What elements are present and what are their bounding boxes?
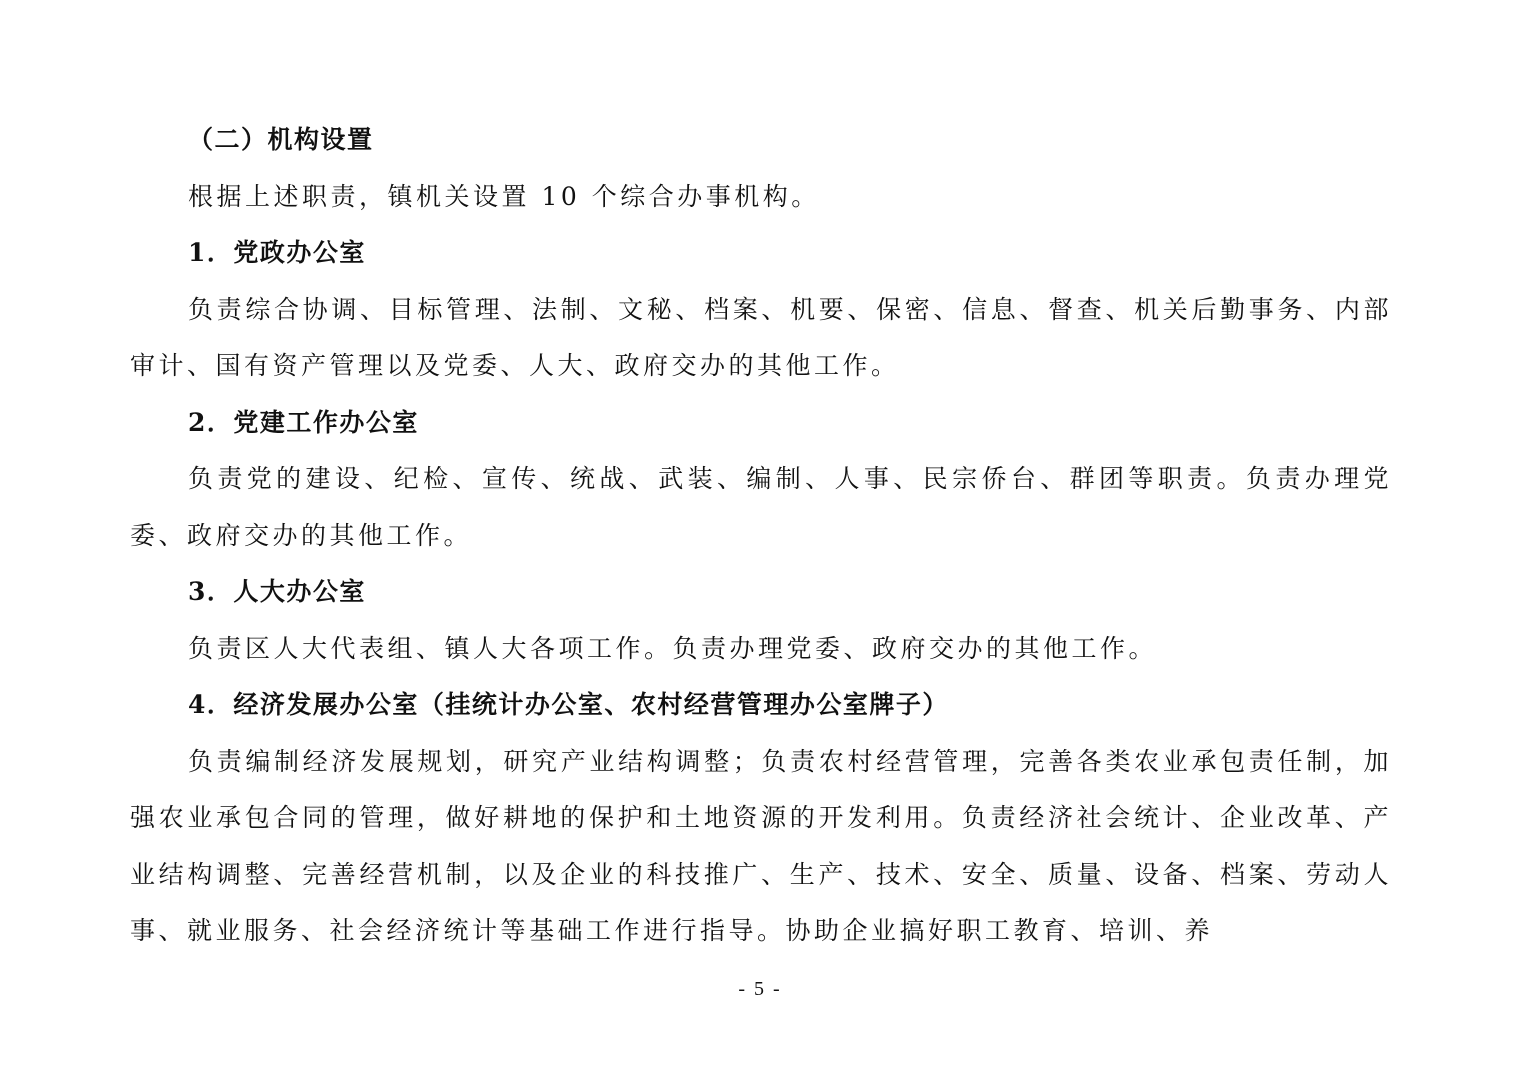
office-2-title: 2．党建工作办公室 bbox=[188, 407, 419, 437]
office-3-body: 负责区人大代表组、镇人大各项工作。负责办理党委、政府交办的其他工作。 bbox=[188, 633, 1158, 663]
office-4-body: 负责编制经济发展规划，研究产业结构调整；负责农村经营管理，完善各类农业承包责任制，加强农业承包合同的管理，做好耕地的保护和土地资源的开发利用。负责经济社会统计、企业改革、产业结构调整、完善经营机制，以及企业的科技推广、生产、技术、安全、质量、设备、档案、劳动人事、就业服务、社会经济统计等基础工作进行指导。协助企业搞好职工教育、培训、养 bbox=[130, 746, 1392, 945]
section-heading: （二）机构设置 bbox=[188, 125, 374, 154]
office-4-title: 4．经济发展办公室（挂统计办公室、农村经营管理办公室牌子） bbox=[188, 690, 949, 719]
page-number: - 5 - bbox=[738, 978, 782, 1000]
office-1-body: 负责综合协调、目标管理、法制、文秘、档案、机要、保密、信息、督查、机关后勤事务、内部审计、国有资产管理以及党委、人大、政府交办的其他工作。 bbox=[130, 294, 1392, 380]
office-1-title: 1．党政办公室 bbox=[188, 238, 366, 267]
office-2-body: 负责党的建设、纪检、宣传、统战、武装、编制、人事、民宗侨台、群团等职责。负责办理党委、政府交办的其他工作。 bbox=[130, 464, 1392, 550]
document-body bbox=[130, 112, 1392, 960]
intro-paragraph: 根据上述职责，镇机关设置 10 个综合办事机构。 bbox=[188, 181, 820, 211]
office-3-title: 3．人大办公室 bbox=[188, 577, 366, 606]
